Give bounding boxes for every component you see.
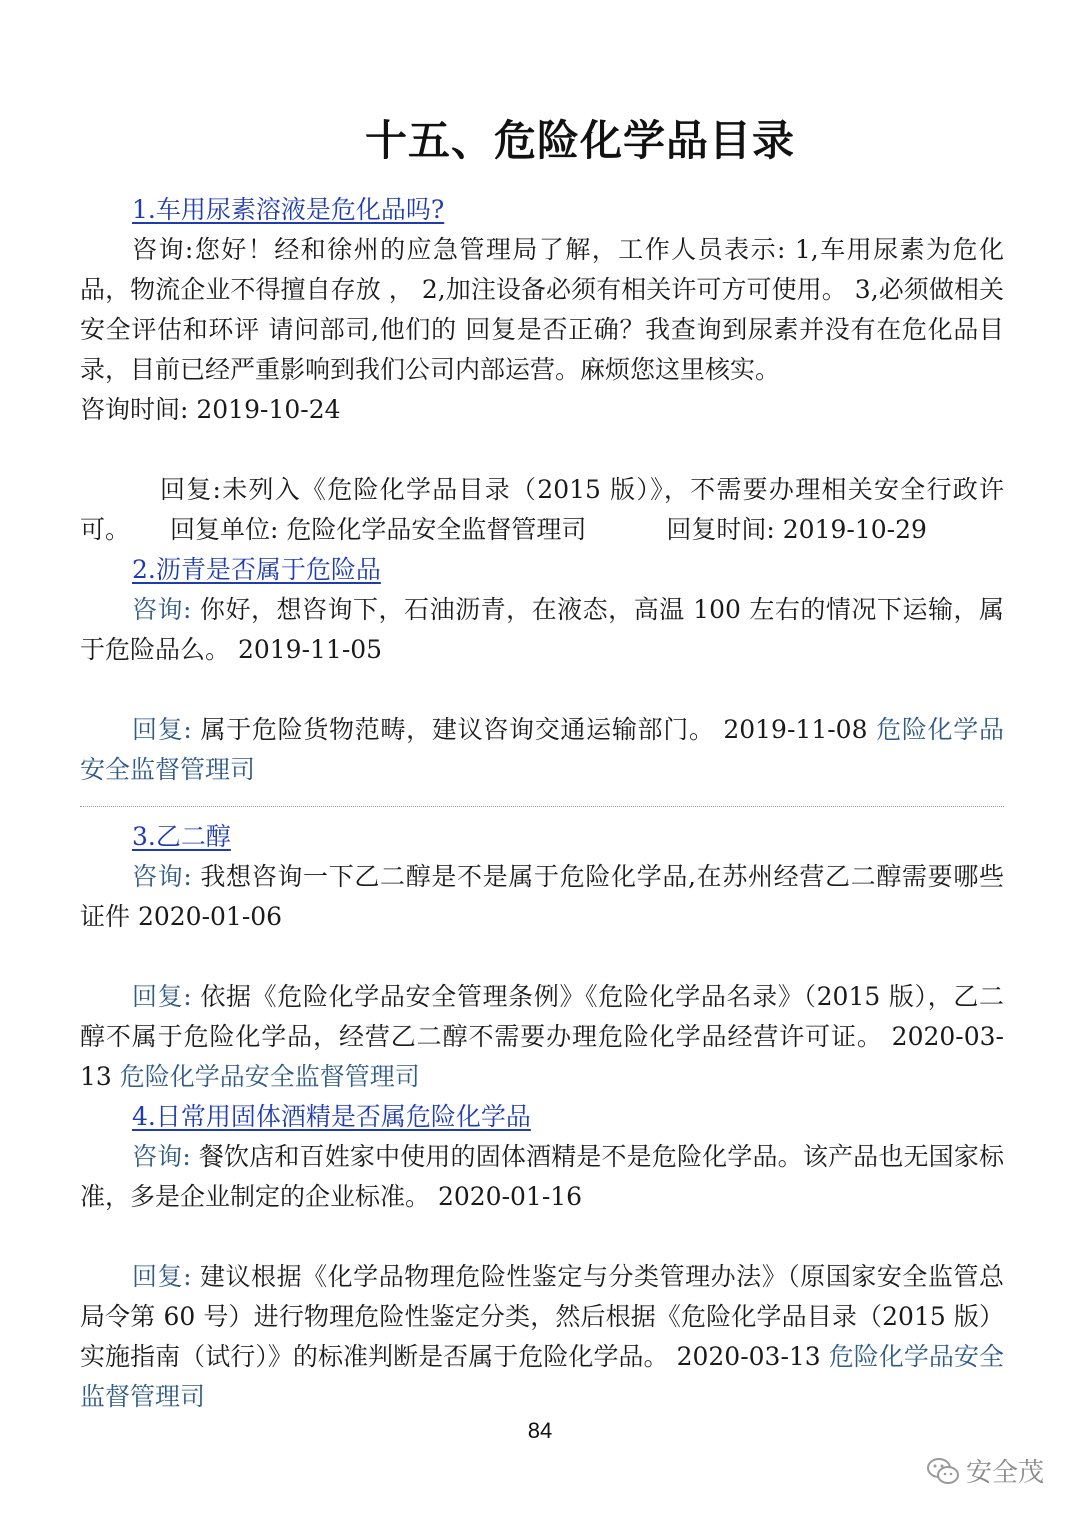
reply-unit: 回复单位: 危险化学品安全监督管理司 xyxy=(170,515,587,544)
consult-text: 我想咨询一下乙二醇是不是属于危险化学品,在苏州经营乙二醇需要哪些证件 2020-01-06 xyxy=(80,862,1004,931)
reply-paragraph-4 xyxy=(80,1257,1004,1417)
reply-label: 回复: xyxy=(132,1262,192,1291)
consult-text: 您好！经和徐州的应急管理局了解，工作人员表示: 1,车用尿素为危化品，物流企业不得擅自存放 ， 2,加注设备必须有相关许可方可使用。 3,必须做相关安全评估和环评 请问部司,他们的 回复是否正确？我查询到尿素并没有在危化品目录，目前已经严重影响到我们公司内部运营。麻烦您这里核实。 xyxy=(80,235,1004,384)
qa-item-1 xyxy=(80,190,1004,550)
page-title: 十五、危险化学品目录 xyxy=(364,116,795,165)
consult-text: 餐饮店和百姓家中使用的固体酒精是不是危险化学品。该产品也无国家标准，多是企业制定的企业标准。 2020-01-16 xyxy=(80,1142,1004,1211)
consult-paragraph-4 xyxy=(80,1137,1004,1217)
consult-paragraph-2 xyxy=(80,590,1004,670)
reply-paragraph-1 xyxy=(80,470,1004,550)
consult-label: 咨询: xyxy=(132,595,192,624)
question-heading-3[interactable]: 3.乙二醇 xyxy=(132,822,231,851)
page-number: 84 xyxy=(527,1418,553,1443)
reply-paragraph-3 xyxy=(80,977,1004,1097)
reply-text: 建议根据《化学品物理危险性鉴定与分类管理办法》（原国家安全监管总局令第 60 号）进行物理危险性鉴定分类，然后根据《危险化学品目录（2015 版）实施指南（试行）》的标准判断是否属于危险化学品。 2020-03-13 xyxy=(80,1262,1004,1371)
consult-time-1: 咨询时间: 2019-10-24 xyxy=(80,395,341,424)
question-heading-4[interactable]: 4.日常用固体酒精是否属危险化学品 xyxy=(132,1102,531,1131)
qa-item-2 xyxy=(80,550,1004,807)
consult-paragraph-1 xyxy=(80,230,1004,390)
reply-unit: 危险化学品安全监督管理司 xyxy=(80,1342,1004,1411)
reply-text: 依据《危险化学品安全管理条例》《危险化学品名录》（2015 版），乙二醇不属于危险化学品，经营乙二醇不需要办理危险化学品经营许可证。 2020-03-13 xyxy=(80,982,1004,1091)
section-divider xyxy=(80,806,1004,807)
consult-label: 咨询: xyxy=(132,862,192,891)
wechat-icon xyxy=(926,1456,960,1486)
consult-paragraph-3 xyxy=(80,857,1004,937)
reply-unit: 危险化学品安全监督管理司 xyxy=(119,1062,420,1091)
watermark-text: 安全茂 xyxy=(965,1458,1044,1488)
reply-text: 回复:未列入《危险化学品目录（2015 版）》，不需要办理相关安全行政许可。 xyxy=(80,475,1004,544)
consult-label: 咨询: xyxy=(132,235,194,264)
consult-text: 你好，想咨询下，石油沥青，在液态，高温 100 左右的情况下运输，属于危险品么。 2019-11-05 xyxy=(80,595,1004,664)
reply-paragraph-2 xyxy=(80,710,1004,790)
qa-item-4 xyxy=(80,1097,1004,1417)
reply-text: 属于危险货物范畴，建议咨询交通运输部门。 2019-11-08 xyxy=(191,715,877,744)
reply-time: 回复时间: 2019-10-29 xyxy=(666,515,927,544)
reply-label: 回复: xyxy=(132,982,192,1011)
question-heading-1[interactable]: 1.车用尿素溶液是危化品吗? xyxy=(132,195,445,224)
consult-label: 咨询: xyxy=(132,1142,191,1171)
qa-item-3 xyxy=(80,817,1004,1097)
question-heading-2[interactable]: 2.沥青是否属于危险品 xyxy=(132,555,381,584)
watermark xyxy=(926,1452,1044,1489)
reply-unit: 危险化学品安全监督管理司 xyxy=(80,715,1004,784)
reply-label: 回复: xyxy=(132,715,192,744)
qa-content xyxy=(80,190,1004,1417)
